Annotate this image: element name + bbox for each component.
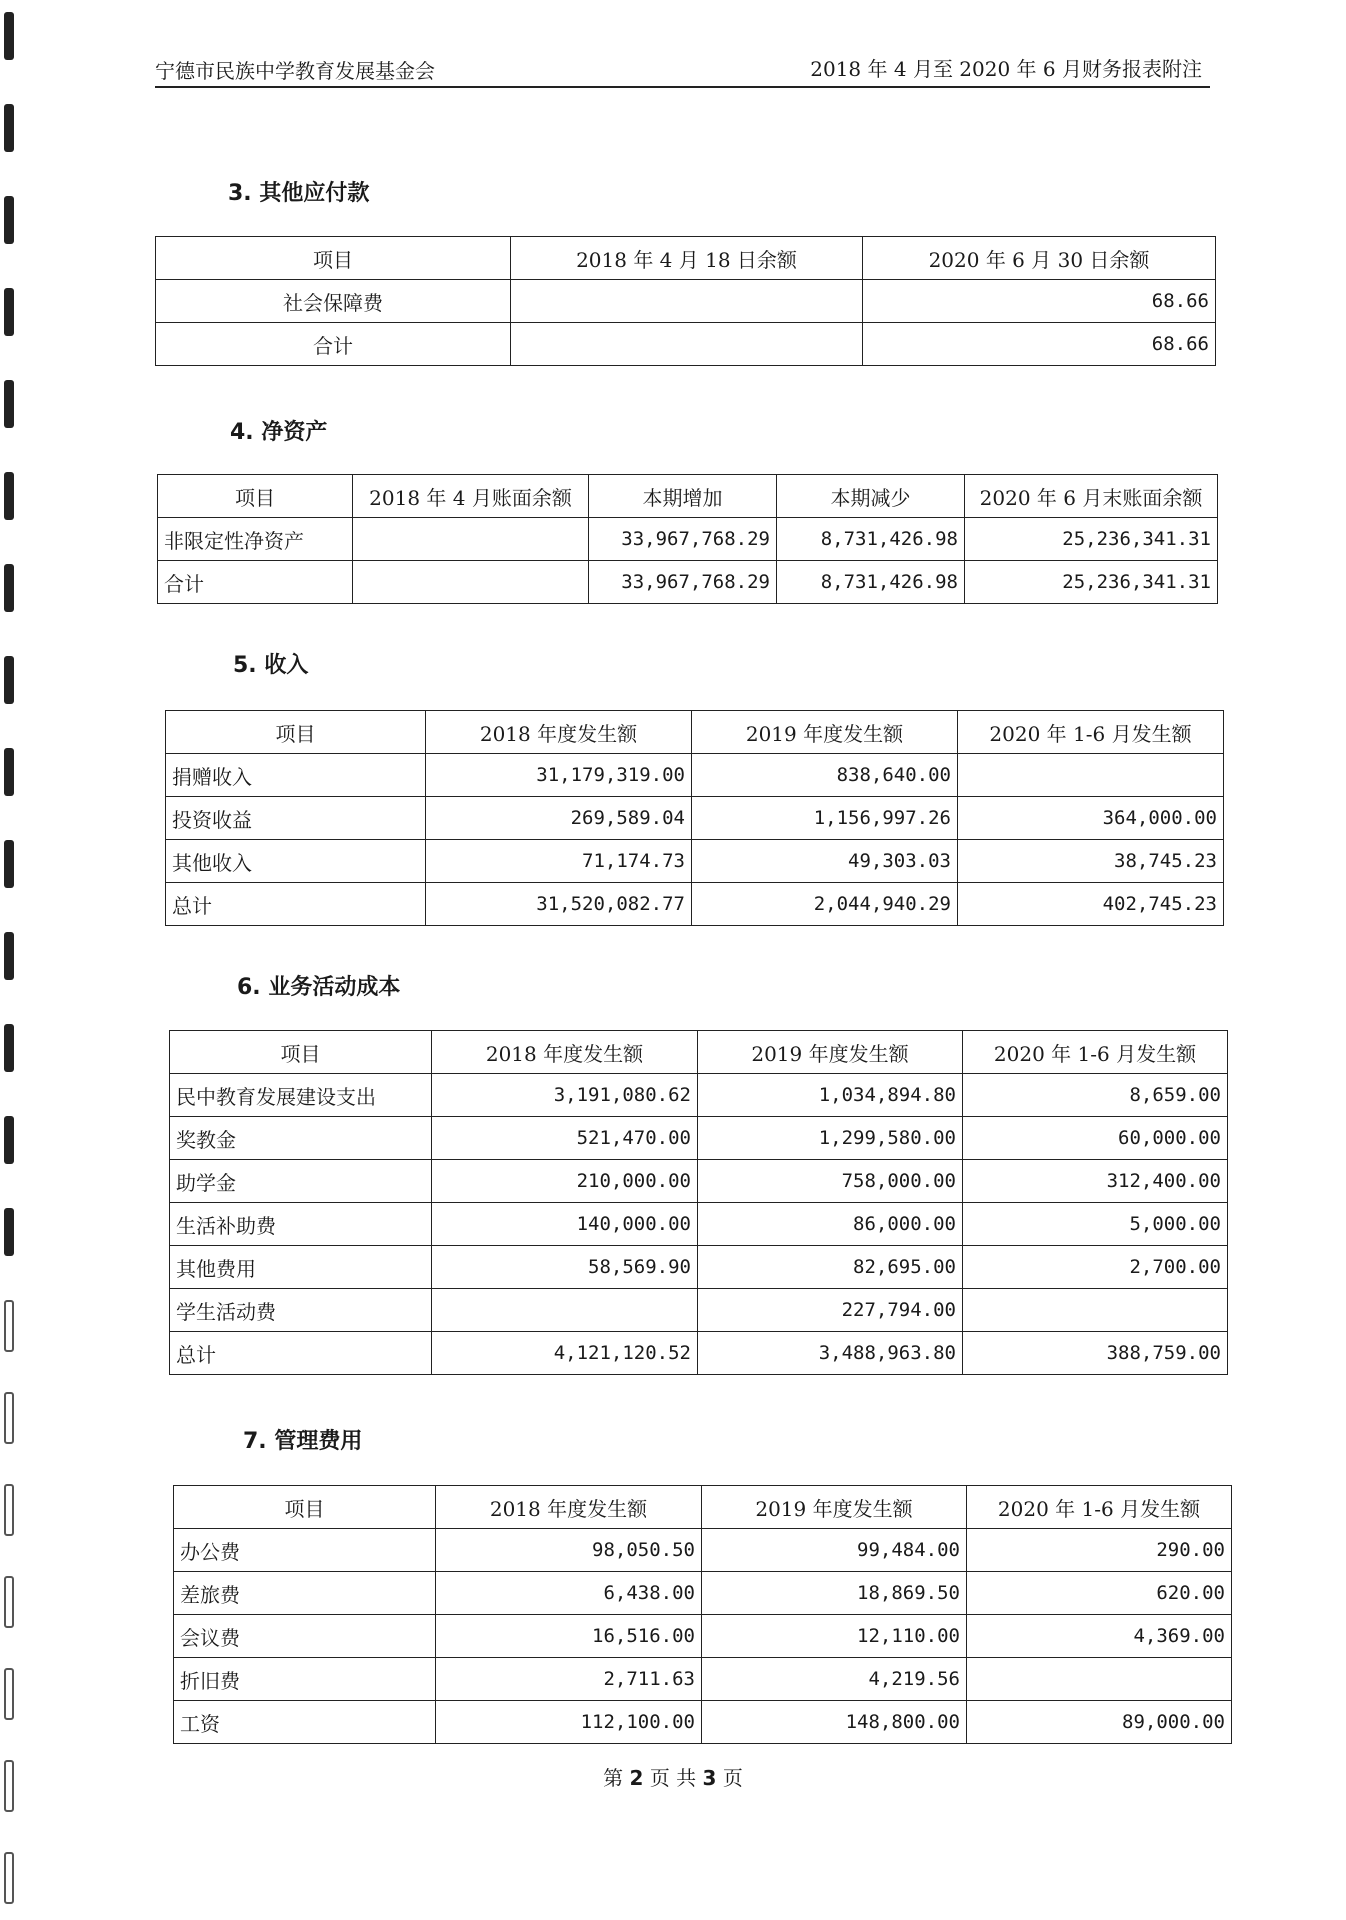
table-cell: 89,000.00 — [967, 1701, 1232, 1744]
row-label: 总计 — [170, 1332, 432, 1375]
table-cell: 71,174.73 — [426, 840, 692, 883]
table-cell: 18,869.50 — [702, 1572, 967, 1615]
table-header-row — [174, 1486, 1232, 1529]
binding-ring — [4, 748, 14, 796]
table-row — [166, 883, 1224, 926]
net-assets-table — [157, 474, 1218, 604]
business-activity-cost-table — [169, 1030, 1228, 1375]
table-row — [174, 1701, 1232, 1744]
table-header-row — [170, 1031, 1228, 1074]
column-header: 2019 年度发生额 — [702, 1486, 967, 1529]
income-table — [165, 710, 1224, 926]
row-label: 社会保障费 — [156, 280, 511, 323]
binding-ring — [4, 380, 14, 428]
table-cell — [958, 754, 1224, 797]
row-label: 其他收入 — [166, 840, 426, 883]
table-row — [158, 518, 1218, 561]
row-label: 会议费 — [174, 1615, 436, 1658]
footer-prefix: 第 — [603, 1766, 624, 1790]
table-row — [166, 797, 1224, 840]
column-header: 2020 年 6 月 30 日余额 — [863, 237, 1216, 280]
footer-middle: 页 共 — [649, 1766, 697, 1790]
table-row — [174, 1572, 1232, 1615]
table-cell: 33,967,768.29 — [589, 518, 777, 561]
table-cell — [432, 1289, 698, 1332]
table-cell: 38,745.23 — [958, 840, 1224, 883]
row-label: 助学金 — [170, 1160, 432, 1203]
column-header: 本期增加 — [589, 475, 777, 518]
table-cell: 838,640.00 — [692, 754, 958, 797]
table-row — [156, 323, 1216, 366]
table-cell — [511, 323, 863, 366]
table-cell: 60,000.00 — [963, 1117, 1228, 1160]
section-7-title: 7. 管理费用 — [243, 1429, 363, 1454]
table-cell: 148,800.00 — [702, 1701, 967, 1744]
table-cell: 16,516.00 — [436, 1615, 702, 1658]
binding-ring — [4, 1484, 14, 1536]
footer-page-number: 2 — [629, 1766, 644, 1790]
row-label: 生活补助费 — [170, 1203, 432, 1246]
table-cell: 8,731,426.98 — [777, 561, 965, 604]
table-cell: 758,000.00 — [698, 1160, 963, 1203]
table-row — [170, 1203, 1228, 1246]
column-header: 2018 年度发生额 — [432, 1031, 698, 1074]
binding-ring — [4, 656, 14, 704]
row-label: 学生活动费 — [170, 1289, 432, 1332]
row-label: 差旅费 — [174, 1572, 436, 1615]
table-cell — [967, 1658, 1232, 1701]
table-cell: 4,121,120.52 — [432, 1332, 698, 1375]
table-cell: 3,191,080.62 — [432, 1074, 698, 1117]
table-cell: 49,303.03 — [692, 840, 958, 883]
column-header: 2019 年度发生额 — [692, 711, 958, 754]
column-header: 2019 年度发生额 — [698, 1031, 963, 1074]
table-cell: 2,044,940.29 — [692, 883, 958, 926]
table-cell: 86,000.00 — [698, 1203, 963, 1246]
binding-ring — [4, 1300, 14, 1352]
table-header-row — [156, 237, 1216, 280]
table-cell: 68.66 — [863, 280, 1216, 323]
binding-ring — [4, 1852, 14, 1904]
column-header: 2018 年度发生额 — [426, 711, 692, 754]
column-header: 2018 年 4 月 18 日余额 — [511, 237, 863, 280]
column-header: 2018 年度发生额 — [436, 1486, 702, 1529]
table-row — [174, 1658, 1232, 1701]
table-cell: 521,470.00 — [432, 1117, 698, 1160]
table-cell — [353, 561, 589, 604]
page-footer — [0, 1762, 1346, 1791]
table-row — [166, 840, 1224, 883]
table-row — [158, 561, 1218, 604]
table-row — [156, 280, 1216, 323]
table-cell: 269,589.04 — [426, 797, 692, 840]
table-row — [174, 1529, 1232, 1572]
table-cell — [353, 518, 589, 561]
table-cell: 620.00 — [967, 1572, 1232, 1615]
binding-ring — [4, 840, 14, 888]
section-6-title: 6. 业务活动成本 — [237, 975, 401, 1000]
table-cell: 68.66 — [863, 323, 1216, 366]
table-row — [170, 1289, 1228, 1332]
table-cell: 99,484.00 — [702, 1529, 967, 1572]
table-cell: 140,000.00 — [432, 1203, 698, 1246]
binding-edge — [0, 0, 22, 1920]
table-header-row — [166, 711, 1224, 754]
row-label: 奖教金 — [170, 1117, 432, 1160]
column-header: 项目 — [174, 1486, 436, 1529]
footer-total-pages: 3 — [702, 1766, 717, 1790]
table-cell: 312,400.00 — [963, 1160, 1228, 1203]
page-header — [155, 58, 1210, 88]
table-cell — [963, 1289, 1228, 1332]
row-label: 民中教育发展建设支出 — [170, 1074, 432, 1117]
header-report-period: 2018 年 4 月至 2020 年 6 月财务报表附注 — [810, 57, 1202, 81]
row-label: 投资收益 — [166, 797, 426, 840]
table-cell: 402,745.23 — [958, 883, 1224, 926]
binding-ring — [4, 1024, 14, 1072]
column-header: 2020 年 1-6 月发生额 — [958, 711, 1224, 754]
table-cell: 4,369.00 — [967, 1615, 1232, 1658]
table-cell: 5,000.00 — [963, 1203, 1228, 1246]
binding-ring — [4, 288, 14, 336]
table-row — [170, 1074, 1228, 1117]
table-cell — [511, 280, 863, 323]
table-row — [166, 754, 1224, 797]
other-payables-table — [155, 236, 1216, 366]
row-label: 捐赠收入 — [166, 754, 426, 797]
table-cell: 290.00 — [967, 1529, 1232, 1572]
column-header: 本期减少 — [777, 475, 965, 518]
table-cell: 6,438.00 — [436, 1572, 702, 1615]
row-label: 非限定性净资产 — [158, 518, 353, 561]
table-row — [170, 1246, 1228, 1289]
table-cell: 3,488,963.80 — [698, 1332, 963, 1375]
column-header: 项目 — [166, 711, 426, 754]
binding-ring — [4, 1668, 14, 1720]
section-3-title: 3. 其他应付款 — [228, 181, 370, 206]
section-4-title: 4. 净资产 — [230, 420, 328, 445]
management-expenses-table — [173, 1485, 1232, 1744]
table-cell: 388,759.00 — [963, 1332, 1228, 1375]
column-header: 2020 年 1-6 月发生额 — [967, 1486, 1232, 1529]
table-cell: 1,034,894.80 — [698, 1074, 963, 1117]
row-label: 合计 — [158, 561, 353, 604]
table-cell: 2,711.63 — [436, 1658, 702, 1701]
table-cell: 12,110.00 — [702, 1615, 967, 1658]
row-label: 办公费 — [174, 1529, 436, 1572]
row-label: 总计 — [166, 883, 426, 926]
binding-ring — [4, 932, 14, 980]
column-header: 项目 — [156, 237, 511, 280]
binding-ring — [4, 1116, 14, 1164]
table-cell: 364,000.00 — [958, 797, 1224, 840]
section-5-title: 5. 收入 — [233, 653, 309, 678]
table-cell: 31,520,082.77 — [426, 883, 692, 926]
table-row — [170, 1117, 1228, 1160]
column-header: 2020 年 1-6 月发生额 — [963, 1031, 1228, 1074]
binding-ring — [4, 472, 14, 520]
binding-ring — [4, 196, 14, 244]
binding-ring — [4, 104, 14, 152]
table-cell: 25,236,341.31 — [965, 561, 1218, 604]
table-row — [174, 1615, 1232, 1658]
column-header: 项目 — [158, 475, 353, 518]
table-cell: 82,695.00 — [698, 1246, 963, 1289]
binding-ring — [4, 564, 14, 612]
column-header: 2018 年 4 月账面余额 — [353, 475, 589, 518]
header-organization: 宁德市民族中学教育发展基金会 — [155, 59, 435, 83]
table-cell: 210,000.00 — [432, 1160, 698, 1203]
table-cell: 58,569.90 — [432, 1246, 698, 1289]
row-label: 其他费用 — [170, 1246, 432, 1289]
table-cell: 1,156,997.26 — [692, 797, 958, 840]
table-cell: 8,659.00 — [963, 1074, 1228, 1117]
column-header: 2020 年 6 月末账面余额 — [965, 475, 1218, 518]
table-row — [170, 1332, 1228, 1375]
column-header: 项目 — [170, 1031, 432, 1074]
row-label: 工资 — [174, 1701, 436, 1744]
table-cell: 98,050.50 — [436, 1529, 702, 1572]
table-cell: 227,794.00 — [698, 1289, 963, 1332]
table-cell: 8,731,426.98 — [777, 518, 965, 561]
table-cell: 25,236,341.31 — [965, 518, 1218, 561]
table-cell: 2,700.00 — [963, 1246, 1228, 1289]
table-cell: 31,179,319.00 — [426, 754, 692, 797]
table-cell: 33,967,768.29 — [589, 561, 777, 604]
binding-ring — [4, 12, 14, 60]
binding-ring — [4, 1208, 14, 1256]
table-cell: 112,100.00 — [436, 1701, 702, 1744]
row-label: 合计 — [156, 323, 511, 366]
table-cell: 4,219.56 — [702, 1658, 967, 1701]
table-header-row — [158, 475, 1218, 518]
table-row — [170, 1160, 1228, 1203]
table-cell: 1,299,580.00 — [698, 1117, 963, 1160]
row-label: 折旧费 — [174, 1658, 436, 1701]
binding-ring — [4, 1392, 14, 1444]
footer-suffix: 页 — [722, 1766, 743, 1790]
binding-ring — [4, 1576, 14, 1628]
